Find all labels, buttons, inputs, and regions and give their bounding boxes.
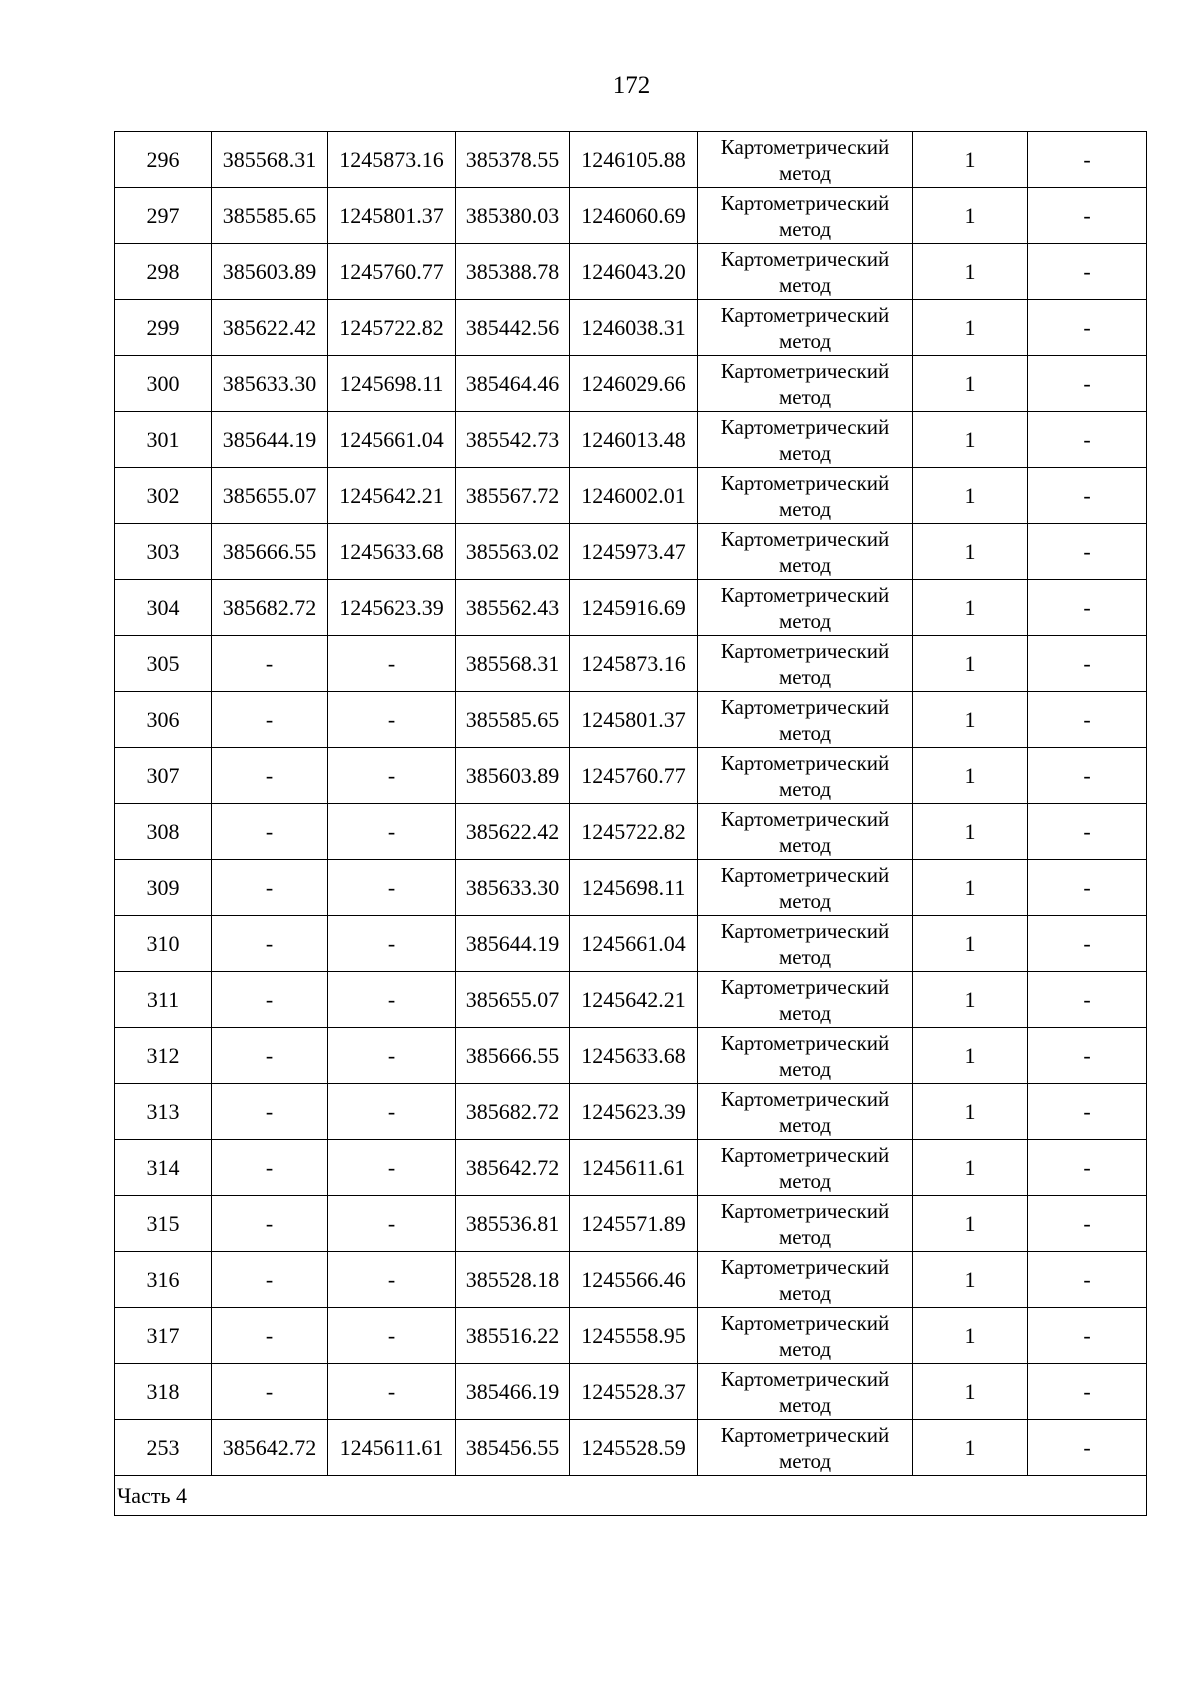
accuracy-cell: 1: [913, 468, 1028, 524]
y-coordinate-cell: 1245722.82: [328, 300, 456, 356]
method-cell: [698, 132, 913, 188]
y-new-coordinate-cell: 1246029.66: [570, 356, 698, 412]
method-label-line2: метод: [778, 776, 832, 801]
point-number-cell: 302: [115, 468, 212, 524]
x-coordinate-cell: -: [212, 1196, 328, 1252]
method-label-line1: Картометрический: [720, 862, 890, 887]
method-label-line1: Картометрический: [720, 806, 890, 831]
x-new-coordinate-cell: 385516.22: [456, 1308, 570, 1364]
method-label-line1: Картометрический: [720, 1086, 890, 1111]
description-cell: -: [1028, 524, 1147, 580]
method-label-line1: Картометрический: [720, 134, 890, 159]
table-row: [115, 804, 1147, 860]
point-number-cell: 318: [115, 1364, 212, 1420]
y-new-coordinate-cell: 1245642.21: [570, 972, 698, 1028]
x-coordinate-cell: -: [212, 748, 328, 804]
accuracy-cell: 1: [913, 804, 1028, 860]
y-new-coordinate-cell: 1246013.48: [570, 412, 698, 468]
x-coordinate-cell: -: [212, 636, 328, 692]
x-coordinate-cell: 385622.42: [212, 300, 328, 356]
point-number-cell: 304: [115, 580, 212, 636]
point-number-cell: 309: [115, 860, 212, 916]
method-label-line1: Картометрический: [720, 1198, 890, 1223]
table-row: [115, 1420, 1147, 1476]
method-label-line1: Картометрический: [720, 1142, 890, 1167]
y-coordinate-cell: -: [328, 1140, 456, 1196]
y-new-coordinate-cell: 1245722.82: [570, 804, 698, 860]
method-label-line2: метод: [778, 272, 832, 297]
method-label-line2: метод: [778, 1280, 832, 1305]
x-new-coordinate-cell: 385585.65: [456, 692, 570, 748]
point-number-cell: 300: [115, 356, 212, 412]
accuracy-cell: 1: [913, 1252, 1028, 1308]
x-new-coordinate-cell: 385568.31: [456, 636, 570, 692]
x-new-coordinate-cell: 385644.19: [456, 916, 570, 972]
method-label-line2: метод: [778, 216, 832, 241]
table-row: [115, 972, 1147, 1028]
y-coordinate-cell: -: [328, 1364, 456, 1420]
description-cell: -: [1028, 132, 1147, 188]
description-cell: -: [1028, 1252, 1147, 1308]
x-new-coordinate-cell: 385655.07: [456, 972, 570, 1028]
method-label-line2: метод: [778, 440, 832, 465]
method-cell: [698, 1084, 913, 1140]
accuracy-cell: 1: [913, 1140, 1028, 1196]
accuracy-cell: 1: [913, 412, 1028, 468]
method-label-line2: метод: [778, 160, 832, 185]
method-label-line1: Картометрический: [720, 1366, 890, 1391]
x-coordinate-cell: -: [212, 1364, 328, 1420]
x-coordinate-cell: 385682.72: [212, 580, 328, 636]
x-new-coordinate-cell: 385442.56: [456, 300, 570, 356]
x-coordinate-cell: -: [212, 1308, 328, 1364]
method-label-line2: метод: [778, 1224, 832, 1249]
page-number: 172: [612, 72, 651, 99]
y-new-coordinate-cell: 1245873.16: [570, 636, 698, 692]
point-number-cell: 317: [115, 1308, 212, 1364]
y-coordinate-cell: -: [328, 692, 456, 748]
x-new-coordinate-cell: 385464.46: [456, 356, 570, 412]
description-cell: -: [1028, 916, 1147, 972]
accuracy-cell: 1: [913, 916, 1028, 972]
table-row: [115, 1140, 1147, 1196]
y-new-coordinate-cell: 1246043.20: [570, 244, 698, 300]
y-new-coordinate-cell: 1246060.69: [570, 188, 698, 244]
method-cell: [698, 804, 913, 860]
y-coordinate-cell: 1245661.04: [328, 412, 456, 468]
description-cell: -: [1028, 1420, 1147, 1476]
x-coordinate-cell: -: [212, 1084, 328, 1140]
table-row: [115, 1308, 1147, 1364]
table-row: [115, 524, 1147, 580]
point-number-cell: 301: [115, 412, 212, 468]
method-label-line1: Картометрический: [720, 694, 890, 719]
accuracy-cell: 1: [913, 132, 1028, 188]
y-new-coordinate-cell: 1245916.69: [570, 580, 698, 636]
accuracy-cell: 1: [913, 524, 1028, 580]
accuracy-cell: 1: [913, 748, 1028, 804]
y-coordinate-cell: 1245611.61: [328, 1420, 456, 1476]
x-new-coordinate-cell: 385536.81: [456, 1196, 570, 1252]
point-number-cell: 313: [115, 1084, 212, 1140]
method-label-line2: метод: [778, 720, 832, 745]
x-coordinate-cell: -: [212, 916, 328, 972]
method-label-line1: Картометрический: [720, 750, 890, 775]
point-number-cell: 310: [115, 916, 212, 972]
description-cell: -: [1028, 1084, 1147, 1140]
y-coordinate-cell: 1245801.37: [328, 188, 456, 244]
description-cell: -: [1028, 692, 1147, 748]
y-new-coordinate-cell: 1245528.37: [570, 1364, 698, 1420]
y-new-coordinate-cell: 1245566.46: [570, 1252, 698, 1308]
x-new-coordinate-cell: 385567.72: [456, 468, 570, 524]
method-cell: [698, 356, 913, 412]
x-coordinate-cell: 385568.31: [212, 132, 328, 188]
accuracy-cell: 1: [913, 636, 1028, 692]
x-new-coordinate-cell: 385633.30: [456, 860, 570, 916]
x-coordinate-cell: 385644.19: [212, 412, 328, 468]
description-cell: -: [1028, 468, 1147, 524]
accuracy-cell: 1: [913, 300, 1028, 356]
x-new-coordinate-cell: 385666.55: [456, 1028, 570, 1084]
method-cell: [698, 412, 913, 468]
y-coordinate-cell: 1245698.11: [328, 356, 456, 412]
y-coordinate-cell: -: [328, 1196, 456, 1252]
x-new-coordinate-cell: 385542.73: [456, 412, 570, 468]
method-label-line2: метод: [778, 1392, 832, 1417]
x-new-coordinate-cell: 385642.72: [456, 1140, 570, 1196]
x-coordinate-cell: 385603.89: [212, 244, 328, 300]
accuracy-cell: 1: [913, 244, 1028, 300]
method-label-line2: метод: [778, 944, 832, 969]
method-label-line1: Картометрический: [720, 1030, 890, 1055]
description-cell: -: [1028, 1028, 1147, 1084]
x-new-coordinate-cell: 385378.55: [456, 132, 570, 188]
method-label-line2: метод: [778, 1448, 832, 1473]
y-new-coordinate-cell: 1245760.77: [570, 748, 698, 804]
method-cell: [698, 748, 913, 804]
x-coordinate-cell: -: [212, 972, 328, 1028]
method-label-line1: Картометрический: [720, 246, 890, 271]
y-new-coordinate-cell: 1245661.04: [570, 916, 698, 972]
y-new-coordinate-cell: 1246002.01: [570, 468, 698, 524]
table-row: [115, 1252, 1147, 1308]
x-coordinate-cell: 385642.72: [212, 1420, 328, 1476]
y-coordinate-cell: -: [328, 804, 456, 860]
y-new-coordinate-cell: 1245558.95: [570, 1308, 698, 1364]
method-cell: [698, 1308, 913, 1364]
point-number-cell: 316: [115, 1252, 212, 1308]
y-new-coordinate-cell: 1246105.88: [570, 132, 698, 188]
description-cell: -: [1028, 1140, 1147, 1196]
method-label-line1: Картометрический: [720, 526, 890, 551]
y-coordinate-cell: 1245623.39: [328, 580, 456, 636]
method-cell: [698, 524, 913, 580]
description-cell: -: [1028, 972, 1147, 1028]
x-new-coordinate-cell: 385622.42: [456, 804, 570, 860]
x-coordinate-cell: -: [212, 692, 328, 748]
point-number-cell: 253: [115, 1420, 212, 1476]
method-label-line2: метод: [778, 1056, 832, 1081]
method-label-line2: метод: [778, 1000, 832, 1025]
method-label-line2: метод: [778, 384, 832, 409]
method-label-line2: метод: [778, 888, 832, 913]
y-new-coordinate-cell: 1245698.11: [570, 860, 698, 916]
method-label-line1: Картометрический: [720, 302, 890, 327]
table-row: [115, 188, 1147, 244]
table-row: [115, 692, 1147, 748]
method-cell: [698, 300, 913, 356]
point-number-cell: 305: [115, 636, 212, 692]
point-number-cell: 308: [115, 804, 212, 860]
method-label-line2: метод: [778, 552, 832, 577]
method-label-line2: метод: [778, 832, 832, 857]
table-row: [115, 244, 1147, 300]
point-number-cell: 299: [115, 300, 212, 356]
y-new-coordinate-cell: 1245623.39: [570, 1084, 698, 1140]
table-row: [115, 468, 1147, 524]
y-coordinate-cell: 1245633.68: [328, 524, 456, 580]
method-cell: [698, 1364, 913, 1420]
accuracy-cell: 1: [913, 1028, 1028, 1084]
accuracy-cell: 1: [913, 356, 1028, 412]
y-coordinate-cell: -: [328, 860, 456, 916]
table-row: [115, 1084, 1147, 1140]
description-cell: -: [1028, 748, 1147, 804]
x-new-coordinate-cell: 385562.43: [456, 580, 570, 636]
y-coordinate-cell: 1245642.21: [328, 468, 456, 524]
point-number-cell: 306: [115, 692, 212, 748]
table-footer-row: [115, 1476, 1147, 1516]
table-row: [115, 1028, 1147, 1084]
accuracy-cell: 1: [913, 1196, 1028, 1252]
table-row: [115, 300, 1147, 356]
method-label-line1: Картометрический: [720, 470, 890, 495]
table-row: [115, 636, 1147, 692]
table-row: [115, 748, 1147, 804]
method-cell: [698, 580, 913, 636]
y-coordinate-cell: -: [328, 748, 456, 804]
accuracy-cell: 1: [913, 1420, 1028, 1476]
method-cell: [698, 1196, 913, 1252]
description-cell: -: [1028, 1364, 1147, 1420]
description-cell: -: [1028, 1196, 1147, 1252]
x-coordinate-cell: 385633.30: [212, 356, 328, 412]
point-number-cell: 296: [115, 132, 212, 188]
y-coordinate-cell: -: [328, 1308, 456, 1364]
method-cell: [698, 916, 913, 972]
table-row: [115, 412, 1147, 468]
x-new-coordinate-cell: 385563.02: [456, 524, 570, 580]
y-coordinate-cell: 1245760.77: [328, 244, 456, 300]
method-label-line1: Картометрический: [720, 1254, 890, 1279]
x-new-coordinate-cell: 385682.72: [456, 1084, 570, 1140]
x-coordinate-cell: -: [212, 1140, 328, 1196]
y-coordinate-cell: -: [328, 1252, 456, 1308]
description-cell: -: [1028, 804, 1147, 860]
method-label-line1: Картометрический: [720, 918, 890, 943]
method-cell: [698, 972, 913, 1028]
accuracy-cell: 1: [913, 692, 1028, 748]
y-coordinate-cell: -: [328, 636, 456, 692]
point-number-cell: 298: [115, 244, 212, 300]
x-coordinate-cell: -: [212, 1028, 328, 1084]
coordinates-table: [114, 131, 1147, 1516]
method-cell: [698, 1420, 913, 1476]
point-number-cell: 311: [115, 972, 212, 1028]
x-coordinate-cell: 385585.65: [212, 188, 328, 244]
accuracy-cell: 1: [913, 580, 1028, 636]
description-cell: -: [1028, 860, 1147, 916]
table-row: [115, 860, 1147, 916]
method-label-line1: Картометрический: [720, 190, 890, 215]
method-label-line2: метод: [778, 1112, 832, 1137]
y-coordinate-cell: -: [328, 1084, 456, 1140]
method-label-line1: Картометрический: [720, 1422, 890, 1447]
description-cell: -: [1028, 356, 1147, 412]
method-cell: [698, 636, 913, 692]
method-cell: [698, 188, 913, 244]
description-cell: -: [1028, 580, 1147, 636]
method-cell: [698, 692, 913, 748]
description-cell: -: [1028, 412, 1147, 468]
method-label-line2: метод: [778, 664, 832, 689]
method-cell: [698, 1140, 913, 1196]
y-new-coordinate-cell: 1245801.37: [570, 692, 698, 748]
y-coordinate-cell: -: [328, 916, 456, 972]
method-cell: [698, 1028, 913, 1084]
description-cell: -: [1028, 244, 1147, 300]
y-coordinate-cell: 1245873.16: [328, 132, 456, 188]
point-number-cell: 314: [115, 1140, 212, 1196]
section-label: Часть 4: [115, 1476, 1147, 1516]
point-number-cell: 312: [115, 1028, 212, 1084]
method-label-line1: Картометрический: [720, 1310, 890, 1335]
x-coordinate-cell: 385655.07: [212, 468, 328, 524]
y-new-coordinate-cell: 1246038.31: [570, 300, 698, 356]
x-new-coordinate-cell: 385456.55: [456, 1420, 570, 1476]
x-coordinate-cell: -: [212, 860, 328, 916]
y-new-coordinate-cell: 1245528.59: [570, 1420, 698, 1476]
method-label-line2: метод: [778, 1168, 832, 1193]
table-row: [115, 356, 1147, 412]
description-cell: -: [1028, 188, 1147, 244]
method-label-line1: Картометрический: [720, 414, 890, 439]
accuracy-cell: 1: [913, 1084, 1028, 1140]
accuracy-cell: 1: [913, 188, 1028, 244]
method-cell: [698, 1252, 913, 1308]
method-label-line2: метод: [778, 328, 832, 353]
description-cell: -: [1028, 300, 1147, 356]
method-cell: [698, 860, 913, 916]
y-new-coordinate-cell: 1245973.47: [570, 524, 698, 580]
x-new-coordinate-cell: 385528.18: [456, 1252, 570, 1308]
method-label-line1: Картометрический: [720, 358, 890, 383]
point-number-cell: 297: [115, 188, 212, 244]
y-coordinate-cell: -: [328, 1028, 456, 1084]
y-new-coordinate-cell: 1245633.68: [570, 1028, 698, 1084]
description-cell: -: [1028, 1308, 1147, 1364]
method-label-line1: Картометрический: [720, 638, 890, 663]
table-row: [115, 1196, 1147, 1252]
y-coordinate-cell: -: [328, 972, 456, 1028]
point-number-cell: 315: [115, 1196, 212, 1252]
method-label-line2: метод: [778, 1336, 832, 1361]
accuracy-cell: 1: [913, 972, 1028, 1028]
table-row: [115, 132, 1147, 188]
y-new-coordinate-cell: 1245571.89: [570, 1196, 698, 1252]
method-label-line2: метод: [778, 496, 832, 521]
accuracy-cell: 1: [913, 1308, 1028, 1364]
method-label-line2: метод: [778, 608, 832, 633]
method-label-line1: Картометрический: [720, 974, 890, 999]
method-label-line1: Картометрический: [720, 582, 890, 607]
x-coordinate-cell: 385666.55: [212, 524, 328, 580]
table-row: [115, 580, 1147, 636]
table-row: [115, 916, 1147, 972]
x-new-coordinate-cell: 385466.19: [456, 1364, 570, 1420]
accuracy-cell: 1: [913, 1364, 1028, 1420]
table-row: [115, 1364, 1147, 1420]
y-new-coordinate-cell: 1245611.61: [570, 1140, 698, 1196]
x-new-coordinate-cell: 385388.78: [456, 244, 570, 300]
description-cell: -: [1028, 636, 1147, 692]
point-number-cell: 303: [115, 524, 212, 580]
x-new-coordinate-cell: 385603.89: [456, 748, 570, 804]
accuracy-cell: 1: [913, 860, 1028, 916]
method-cell: [698, 468, 913, 524]
x-coordinate-cell: -: [212, 804, 328, 860]
x-coordinate-cell: -: [212, 1252, 328, 1308]
point-number-cell: 307: [115, 748, 212, 804]
method-cell: [698, 244, 913, 300]
x-new-coordinate-cell: 385380.03: [456, 188, 570, 244]
table-body: [115, 132, 1147, 1516]
